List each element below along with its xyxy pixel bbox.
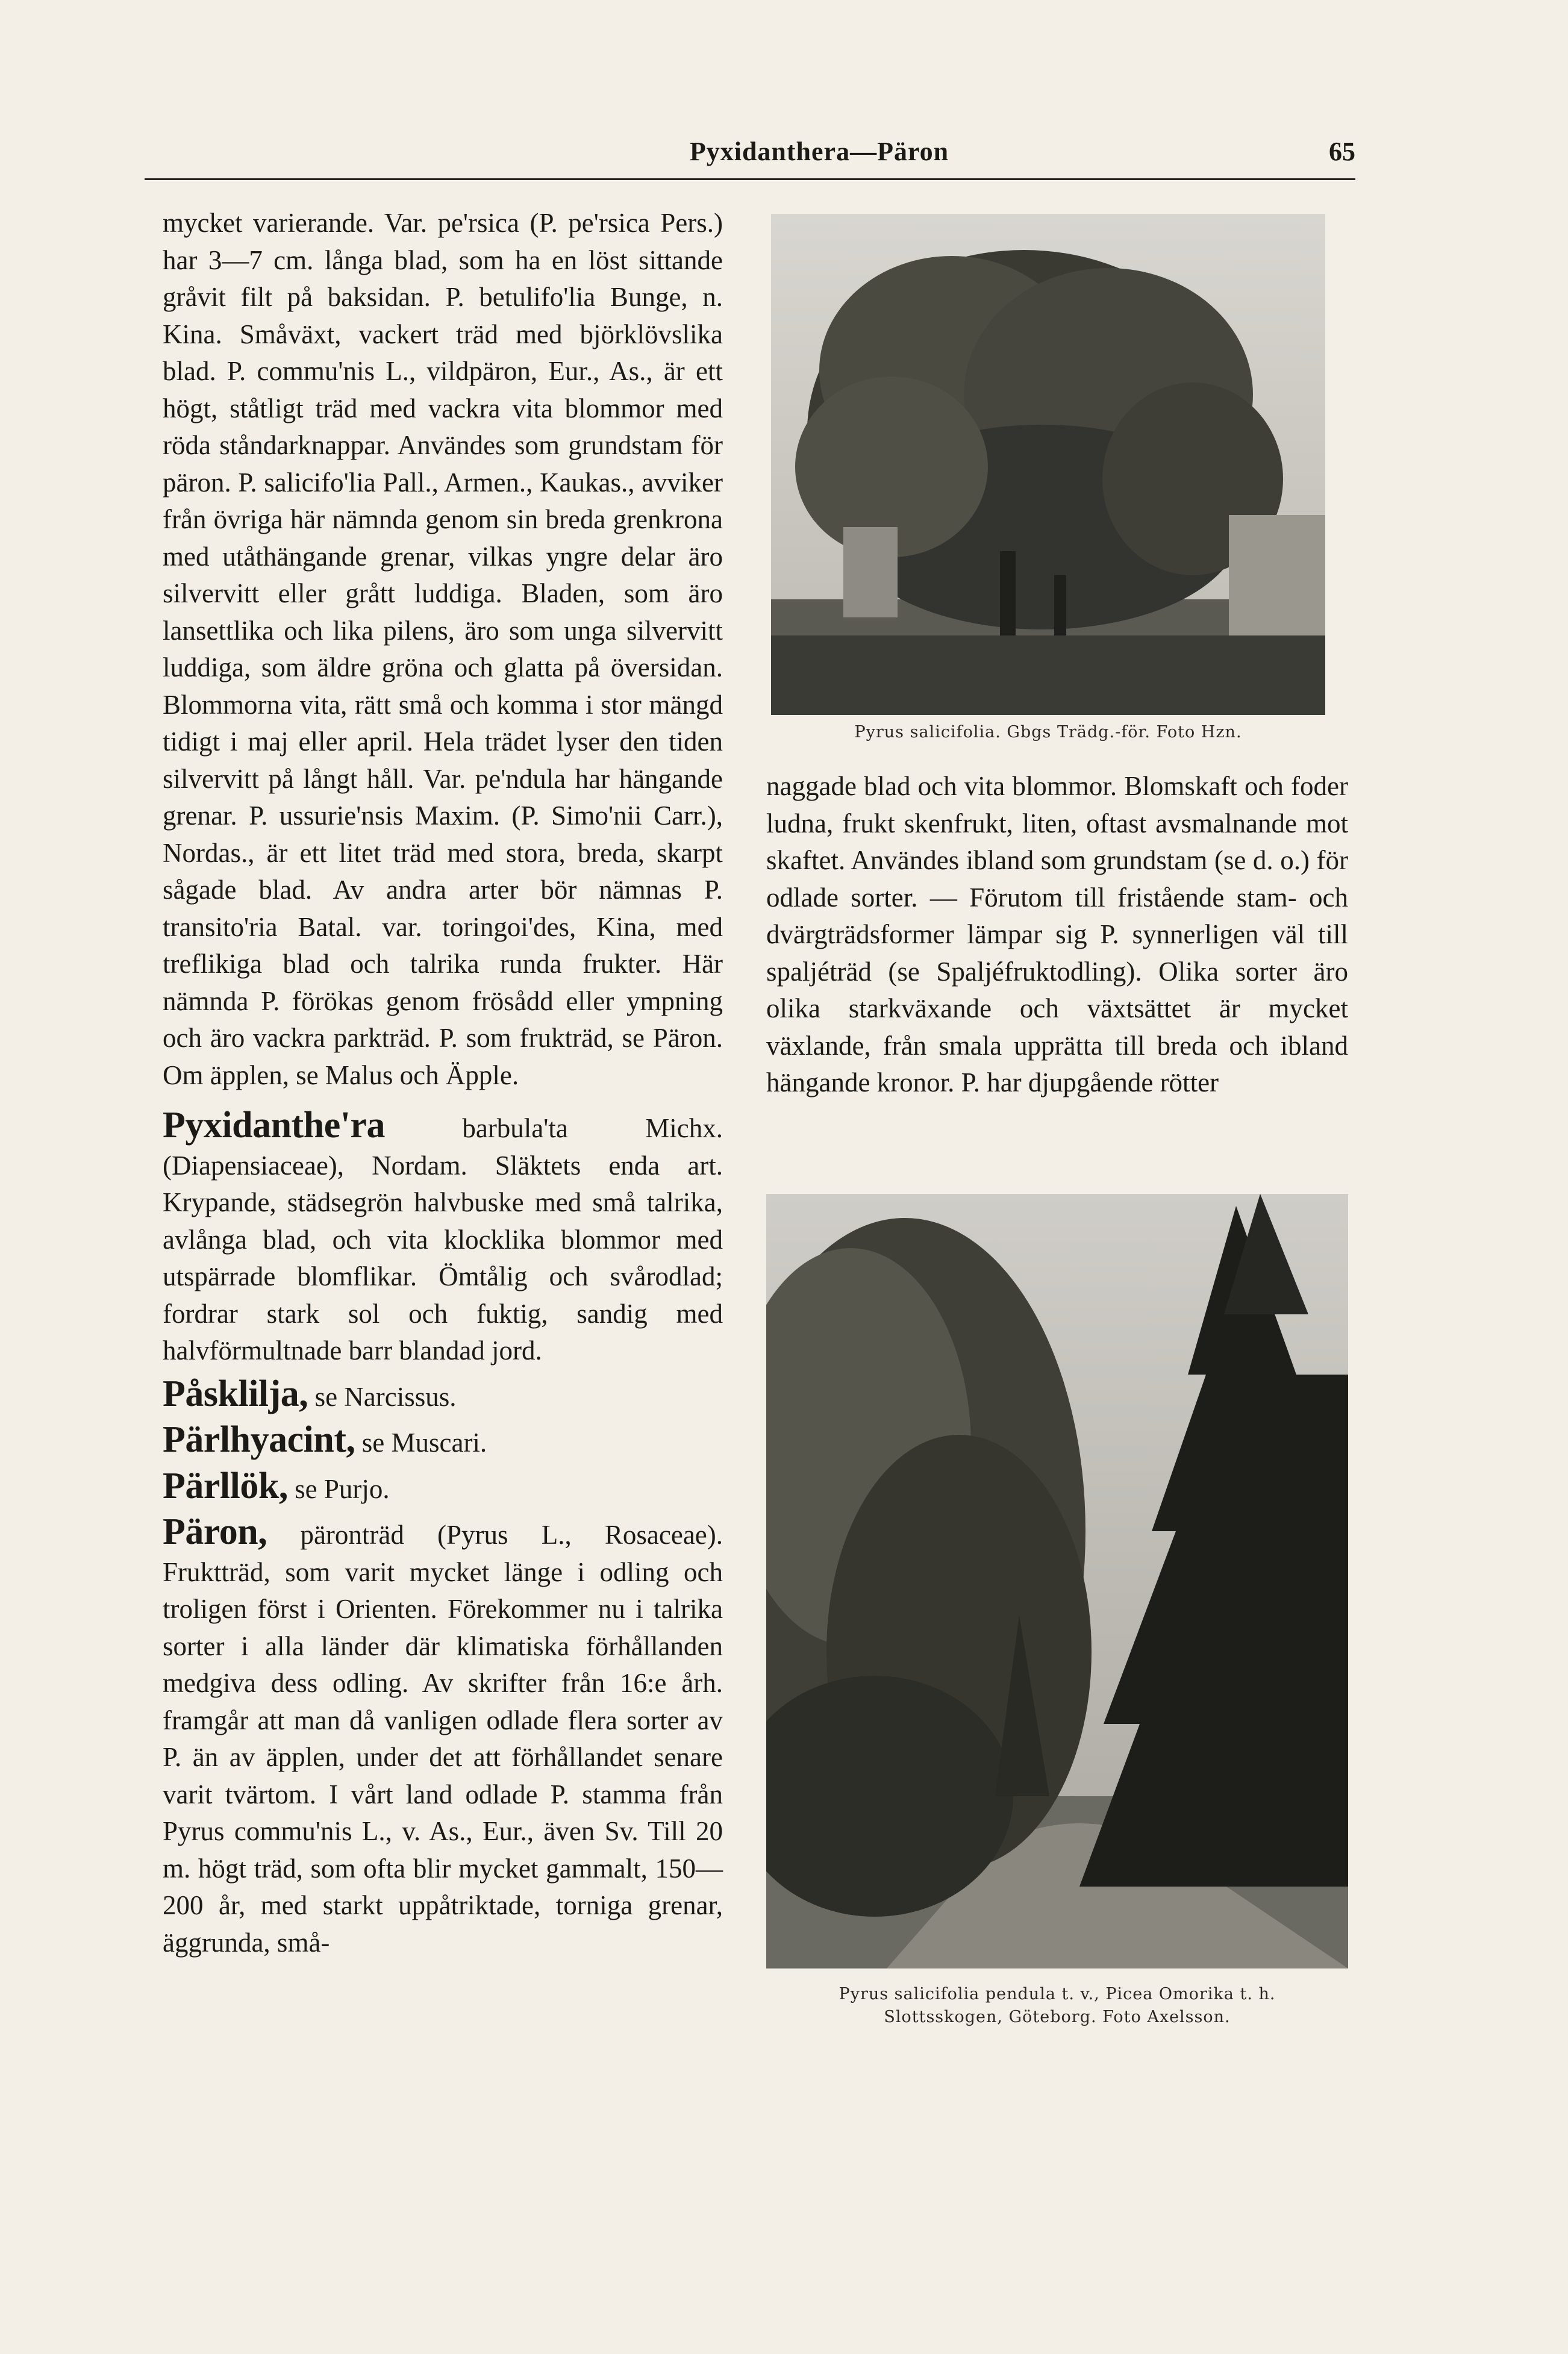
photo-pyrus-salicifolia — [771, 214, 1325, 715]
left-column — [163, 205, 723, 1961]
photo-image — [766, 1194, 1348, 1968]
photo-pyrus-pendula-picea — [766, 1194, 1348, 1968]
headword: Påsklilja, — [163, 1373, 308, 1414]
headword: Pyxidanthe'ra — [163, 1105, 385, 1146]
continuation-paragraph: mycket varierande. Var. pe'rsica (P. pe'rsica Pers.) har 3—7 cm. långa blad, som ha en löst sittande gråvit filt på baksidan. P. betulifo'lia Bunge, n. Kina. Småväxt, vackert träd med björklövslika blad. P. commu'nis L., vildpäron, Eur., As., är ett högt, ståtligt träd med vackra vita blommor med röda ståndarknappar. Användes som grundstam för päron. P. salicifo'lia Pall., Armen., Kaukas., avviker från övriga här nämnda genom sin breda grenkrona med utåthängande grenar, vilkas yngre delar äro silvervitt eller grått luddiga. Bladen, som äro lansettlika och lika pilens, äro som unga silvervitt luddiga, som äldre gröna och glatta på översidan. Blommorna vita, rätt små och komma i stor mängd tidigt i maj eller april. Hela trädet lyser den tiden silvervitt på långt håll. Var. pe'ndula har hängande grenar. P. ussurie'nsis Maxim. (P. Simo'nii Carr.), Nordas., är ett litet träd med stora, breda, skarpt sågade blad. Av andra arter bör nämnas P. transito'ria Batal. var. toringoi'des, Kina, med treflikiga blad och talrika runda frukter. Här nämnda P. förökas genom frösådd eller ympning och äro vackra parkträd. P. som frukträd, se Päron. Om äpplen, se Malus och Äpple. — [163, 208, 723, 1090]
photo-image — [771, 214, 1325, 715]
right-column-text: naggade blad och vita blommor. Blomskaft och foder ludna, frukt skenfrukt, liten, oftast avsmalnande mot skaftet. Användes ibland som grundstam (se d. o.) för odlade sorter. — Förutom till fristående stam- och dvärgträdsformer lämpar sig P. synnerligen väl till spaljéträd (se Spaljéfruktodling). Olika sorter äro olika starkväxande och växtsättet är mycket växlande, från smala upprätta till breda och ibland hängande kronor. P. har djupgående rötter — [766, 771, 1348, 1097]
entry-pasklilja — [163, 1373, 723, 1416]
header-title: Pyxidanthera—Päron — [689, 137, 949, 166]
entry-text: se Purjo. — [295, 1473, 390, 1504]
headword: Pärllök, — [163, 1465, 288, 1506]
headword: Pärlhyacint, — [163, 1419, 355, 1460]
entry-text: barbula'ta Michx. (Diapensiaceae), Nordam. Släktets enda art. Krypande, städsegrön halvbuske med små talrika, avlånga blad, och vita klocklika blommor med utspärrade blomflikar. Ömtålig och svårodlad; fordrar stark sol och fuktig, sandig med halvförmultnade barr blandad jord. — [163, 1113, 723, 1366]
page-number: 65 — [1329, 137, 1355, 166]
entry-parllok — [163, 1465, 723, 1508]
headword: Päron, — [163, 1511, 267, 1552]
entry-text: se Narcissus. — [314, 1381, 457, 1412]
photo1-caption: Pyrus salicifolia. Gbgs Trädg.-för. Foto Hzn. — [854, 723, 1242, 741]
entry-paron — [163, 1511, 723, 1961]
entry-pyxidanthera — [163, 1107, 723, 1370]
running-header — [145, 136, 1355, 180]
photo2-caption-line1: Pyrus salicifolia pendula t. v., Picea Omorika t. h. — [839, 1985, 1276, 2003]
entry-parlhyacint — [163, 1419, 723, 1462]
entry-text: se Muscari. — [361, 1428, 487, 1458]
photo2-caption-line2: Slottsskogen, Göteborg. Foto Axelsson. — [884, 2008, 1231, 2026]
entry-text: päronträd (Pyrus L., Rosaceae). Fruktträd, som varit mycket länge i odling och troligen först i Orienten. Förekommer nu i talrika sorter i alla länder där klimatiska förhållanden medgiva dess odling. Av skrifter från 16:e årh. framgår att man då vanligen odlade flera sorter av P. än av äpplen, under det att förhållandet senare varit tvärtom. I vårt land odlade P. stamma från Pyrus commu'nis L., v. As., Eur., även Sv. Till 20 m. högt träd, som ofta blir mycket gammalt, 150—200 år, med starkt uppåtriktade, torniga grenar, äggrunda, små- — [163, 1520, 723, 1958]
photo2-caption — [760, 1983, 1354, 2029]
